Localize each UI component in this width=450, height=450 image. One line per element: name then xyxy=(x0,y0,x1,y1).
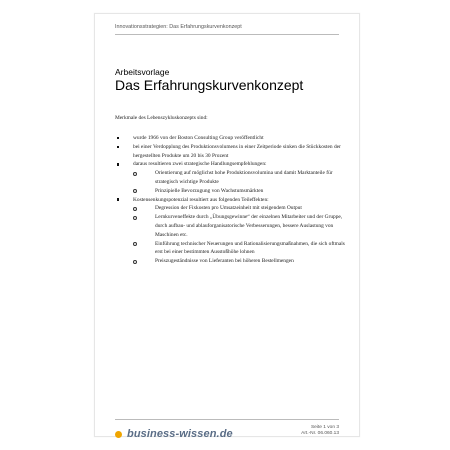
sub-list-item: Prinzipielle Bevorzugung von Wachstumsmärkten xyxy=(133,187,350,196)
sub-list xyxy=(133,169,350,195)
footer-divider xyxy=(115,419,339,420)
sub-list-item: Orientierung auf möglichst hohe Produktionsvolumina und damit Marktanteile für strategisch wichtige Produkte xyxy=(133,169,350,187)
sub-list-item: Einführung technischer Neuerungen und Rationalisierungsmaßnahmen, die sich oftmals erst bei einer bestimmten Ausstoßhöhe lohnen xyxy=(133,240,350,258)
sub-list xyxy=(133,204,350,266)
header-divider xyxy=(115,34,339,35)
intro-text: Merkmale des Lebenszykluskonzepts sind: xyxy=(115,115,208,121)
list-item xyxy=(115,143,350,161)
list-item-text: Kostensenkungspotenzial resultiert aus folgenden Teileffekten: xyxy=(133,196,269,203)
list-item-text: bei einer Verdopplung des Produktionsvolumens in einer Zeitperiode sinken die Stückkosten der hergestellten Produkte um 20 bis 30 Prozent xyxy=(133,143,341,159)
list-item-text: wurde 1966 von der Boston Consulting Group veröffentlicht xyxy=(133,135,264,141)
sub-list-item: Degression der Fixkosten pro Umsatzeinheit mit steigendem Output xyxy=(133,204,350,213)
list-item xyxy=(115,134,350,143)
sub-list-item: Lernkurveneffekte durch „Übungsgewinne“ der einzelnen Mitarbeiter und der Gruppe, durch aufbau- und ablauforganisatorische Verbesserungen, bessere Auslastung von Maschinen etc. xyxy=(133,213,350,239)
document-page xyxy=(94,13,360,440)
list-item xyxy=(115,160,350,195)
feature-list xyxy=(115,134,350,266)
page-info xyxy=(301,425,339,437)
sub-list-item: Preiszugeständnisse von Lieferanten bei höheren Bestellmengen xyxy=(133,257,350,266)
document-subtitle: Arbeitsvorlage xyxy=(115,67,170,77)
running-header: Innovationsstrategien: Das Erfahrungskurvenkonzept xyxy=(115,24,242,30)
brand-logo xyxy=(115,427,233,441)
list-item-text: daraus resultieren zwei strategische Handlungsempfehlungen: xyxy=(133,161,267,168)
list-item xyxy=(115,196,350,266)
page-number: Seite 1 von 3 xyxy=(310,425,339,430)
article-number: Art.-Nr. 06.060.13 xyxy=(301,431,339,436)
logo-dot-icon xyxy=(115,431,122,438)
logo-text: business-wissen.de xyxy=(127,428,233,440)
document-title: Das Erfahrungskurvenkonzept xyxy=(115,77,304,93)
